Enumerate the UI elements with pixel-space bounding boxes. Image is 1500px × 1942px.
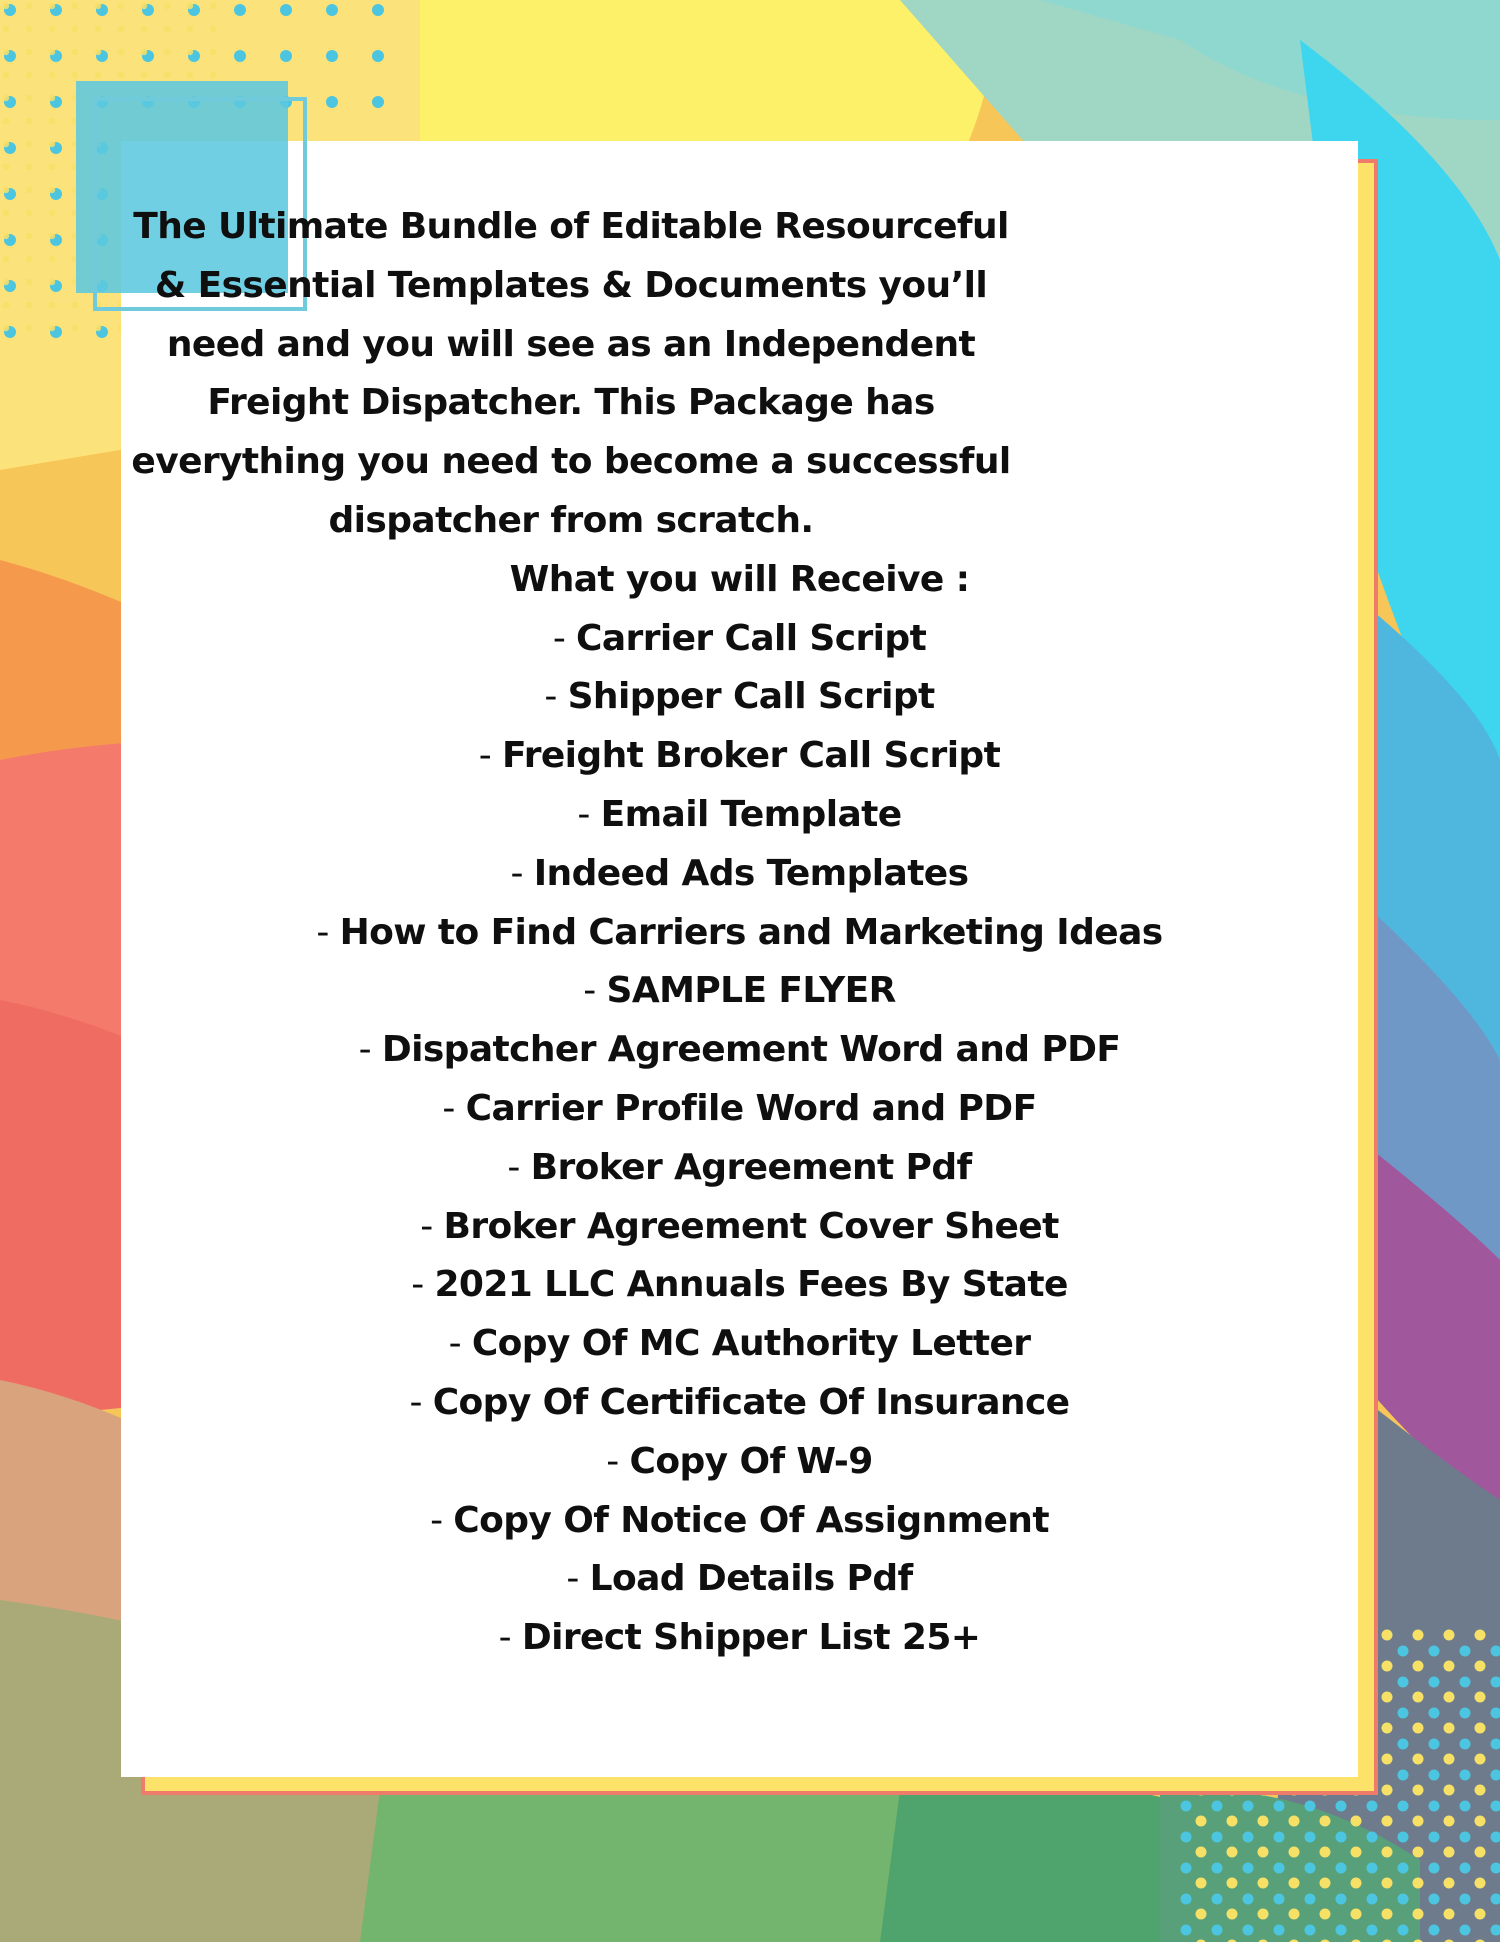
dash-bullet: - bbox=[507, 1146, 531, 1188]
receive-heading: What you will Receive : bbox=[509, 558, 970, 600]
dash-bullet: - bbox=[409, 1381, 433, 1423]
list-item-label: Broker Agreement Cover Sheet bbox=[443, 1205, 1059, 1247]
list-item-label: Copy Of Certificate Of Insurance bbox=[432, 1381, 1070, 1423]
list-item bbox=[310, 1139, 1170, 1198]
dash-bullet: - bbox=[478, 735, 502, 777]
list-item-label: Shipper Call Script bbox=[567, 676, 935, 718]
list-item bbox=[310, 904, 1170, 963]
list-item-label: Load Details Pdf bbox=[589, 1558, 913, 1600]
dash-bullet: - bbox=[498, 1617, 522, 1659]
list-item-label: Broker Agreement Pdf bbox=[530, 1146, 972, 1188]
list-item bbox=[310, 1492, 1170, 1551]
intro-text: The Ultimate Bundle of Editable Resourceful & Essential Templates & Documents you’ll need and you will see as an Independent Freight Dispatcher. This Package has everything you need to become a successful dispatcher from scratch. bbox=[131, 206, 1011, 541]
list-item-label: Copy Of W-9 bbox=[629, 1440, 873, 1482]
list-item-label: Freight Broker Call Script bbox=[502, 735, 1001, 777]
dash-bullet: - bbox=[420, 1205, 444, 1247]
dash-bullet: - bbox=[430, 1499, 454, 1541]
dash-bullet: - bbox=[510, 852, 534, 894]
list-item bbox=[310, 1609, 1170, 1668]
list-item-label: Direct Shipper List 25+ bbox=[521, 1617, 981, 1659]
list-item bbox=[310, 1374, 1170, 1433]
dash-bullet: - bbox=[358, 1029, 382, 1071]
list-item bbox=[310, 786, 1170, 845]
dash-bullet: - bbox=[448, 1323, 472, 1365]
list-item bbox=[310, 1198, 1170, 1257]
list-item bbox=[310, 1433, 1170, 1492]
list-item-label: Copy Of MC Authority Letter bbox=[471, 1323, 1031, 1365]
list-item bbox=[310, 1256, 1170, 1315]
dash-bullet: - bbox=[583, 970, 607, 1012]
list-item-label: Copy Of Notice Of Assignment bbox=[453, 1499, 1049, 1541]
list-item bbox=[310, 1021, 1170, 1080]
list-item-label: How to Find Carriers and Marketing Ideas bbox=[339, 911, 1163, 953]
list-item bbox=[310, 845, 1170, 904]
list-item bbox=[310, 1550, 1170, 1609]
dash-bullet: - bbox=[577, 793, 601, 835]
list-item bbox=[310, 727, 1170, 786]
list-item-label: SAMPLE FLYER bbox=[606, 970, 896, 1012]
dash-bullet: - bbox=[316, 911, 340, 953]
list-item-label: Indeed Ads Templates bbox=[533, 852, 969, 894]
dash-bullet: - bbox=[544, 676, 568, 718]
list-item bbox=[310, 610, 1170, 669]
items-list bbox=[310, 610, 1170, 1668]
list-item-label: Email Template bbox=[600, 793, 902, 835]
list-item-label: Carrier Call Script bbox=[576, 617, 927, 659]
list-item-label: 2021 LLC Annuals Fees By State bbox=[434, 1264, 1068, 1306]
list-item-label: Carrier Profile Word and PDF bbox=[465, 1087, 1037, 1129]
dash-bullet: - bbox=[552, 617, 577, 659]
list-item bbox=[310, 1315, 1170, 1374]
list-item bbox=[310, 668, 1170, 727]
list-item bbox=[310, 962, 1170, 1021]
bundle-description bbox=[121, 198, 1358, 1668]
dash-bullet: - bbox=[411, 1264, 435, 1306]
dash-bullet: - bbox=[566, 1558, 590, 1600]
dash-bullet: - bbox=[606, 1440, 630, 1482]
list-item bbox=[310, 1080, 1170, 1139]
list-item-label: Dispatcher Agreement Word and PDF bbox=[381, 1029, 1121, 1071]
dash-bullet: - bbox=[442, 1087, 466, 1129]
